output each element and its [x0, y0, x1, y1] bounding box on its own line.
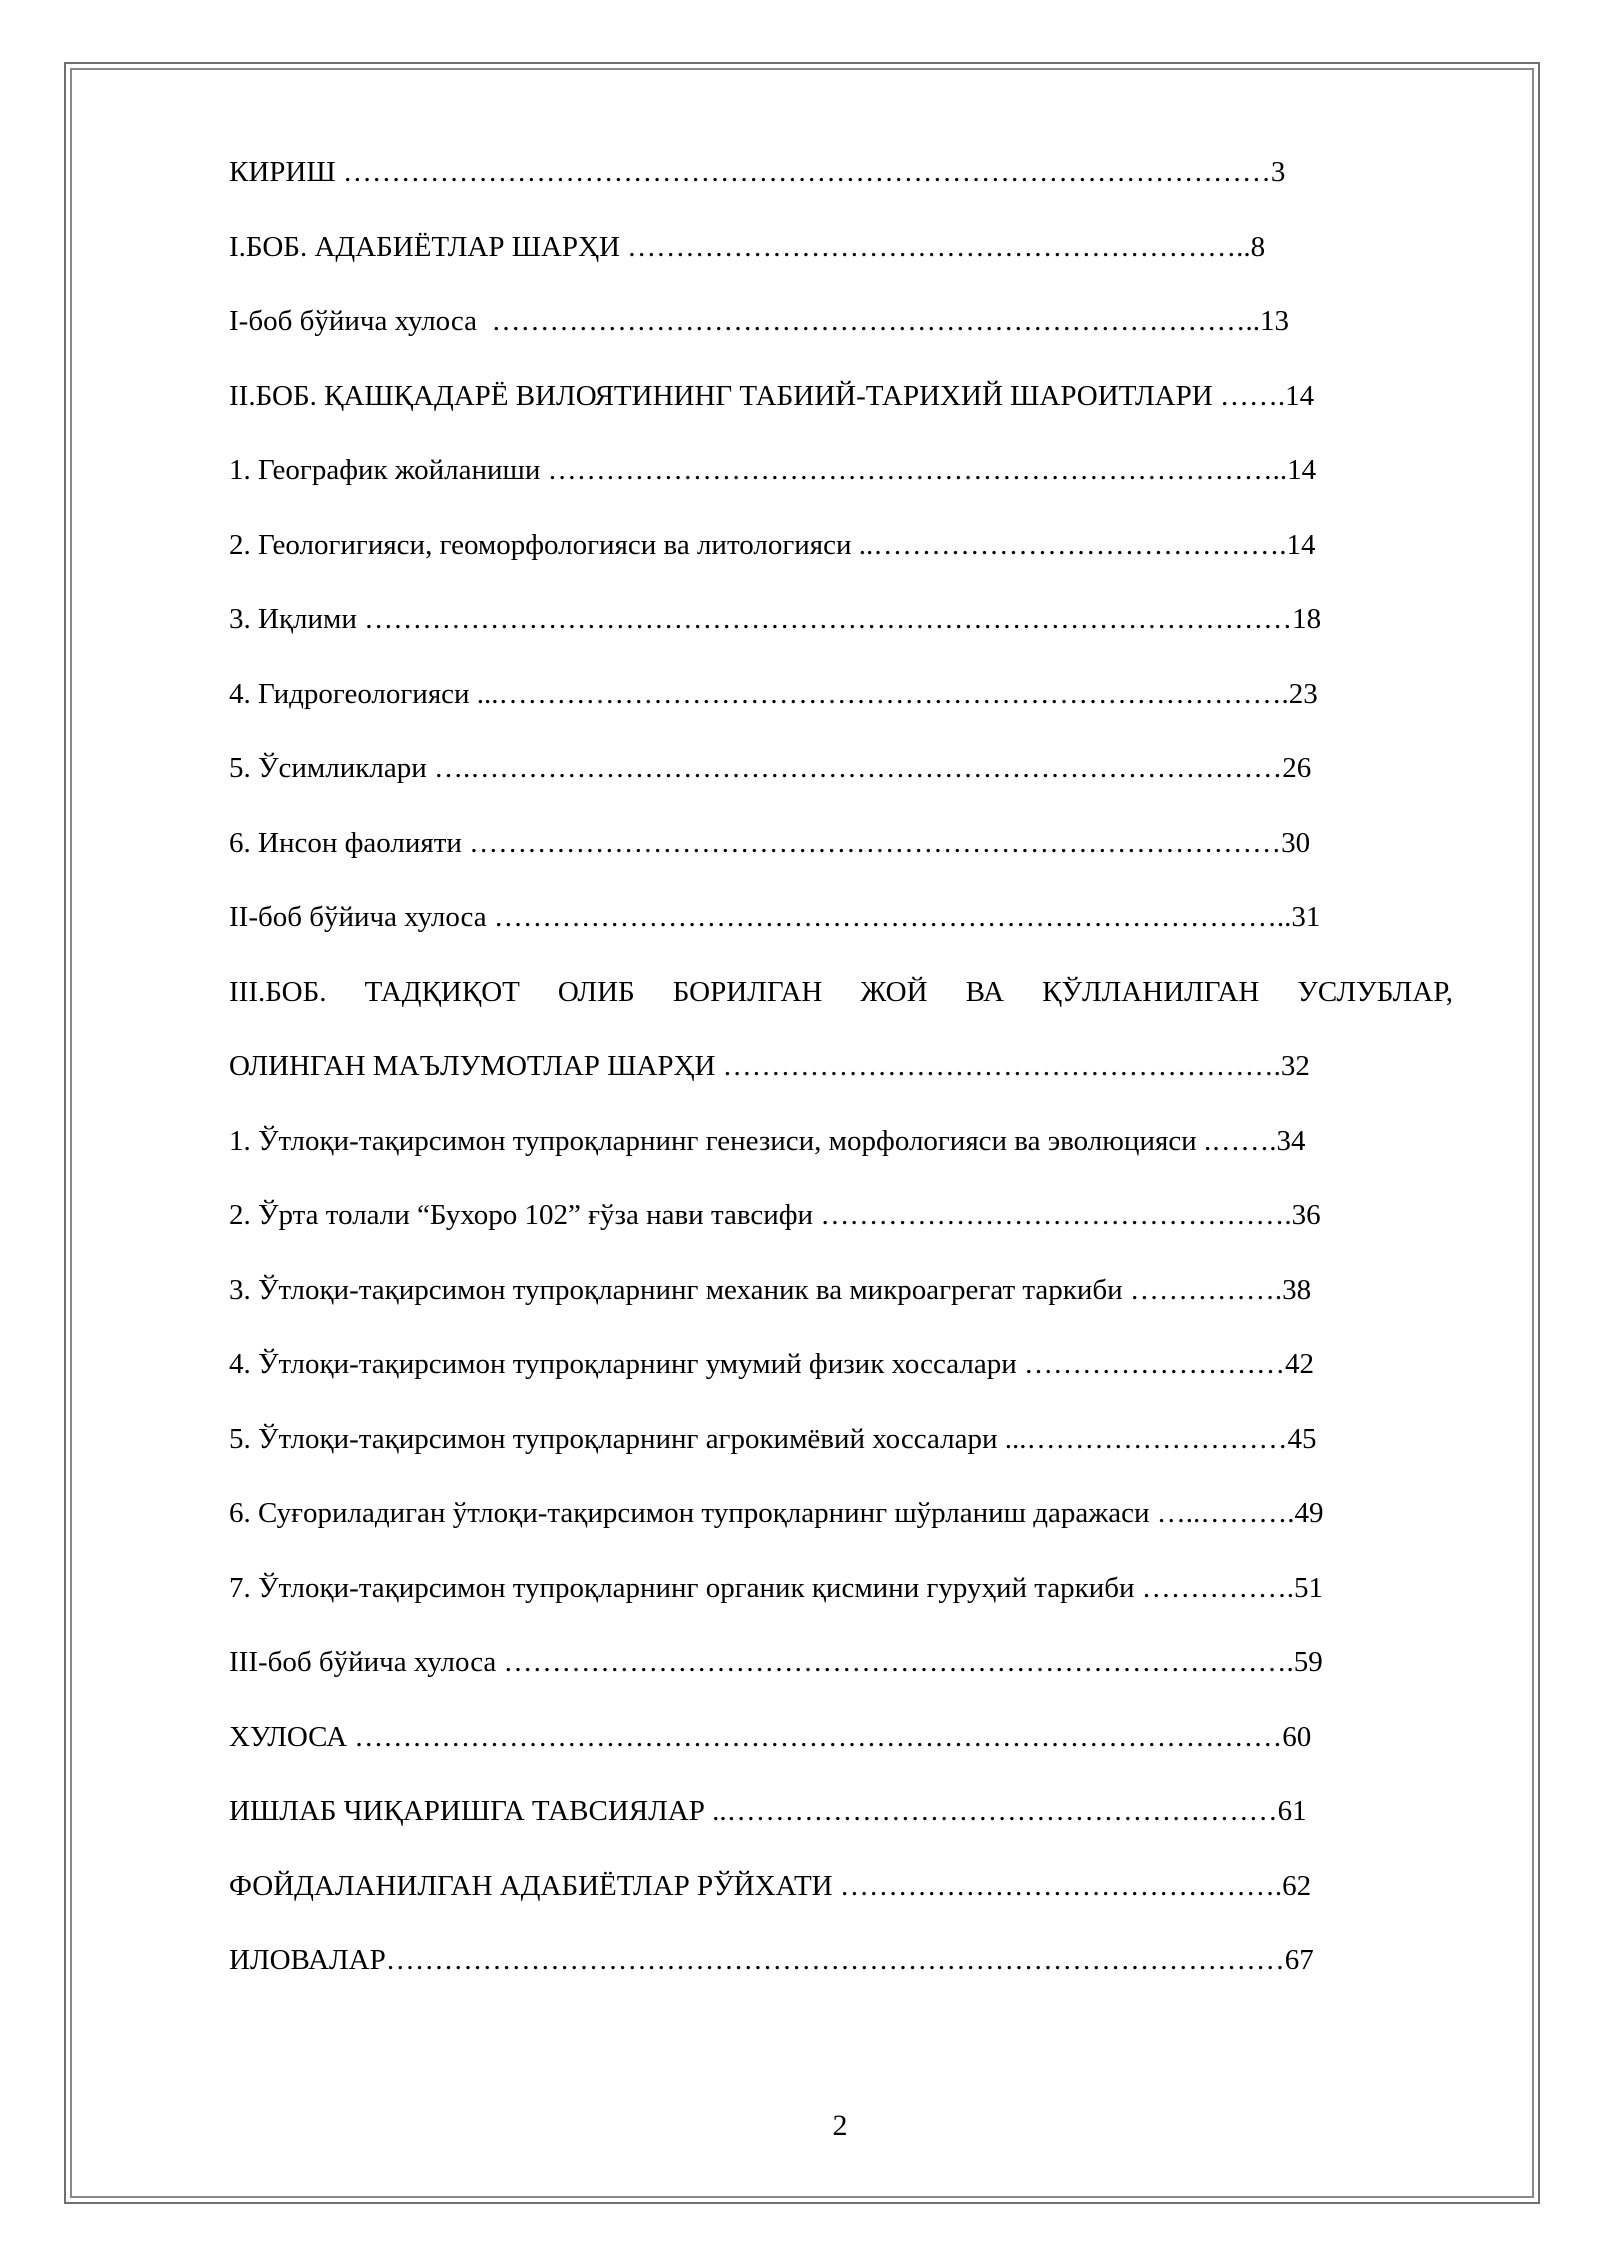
toc-entry-3-5: 5. Ўтлоқи-тақирсимон тупроқларнинг агрокимёвий хоссалари ...………………………45 [229, 1423, 1317, 1455]
toc-entry-2-2: 2. Геологигияси, геоморфологияси ва литологияси ..…………………………………….14 [229, 529, 1316, 561]
toc-entry-3-2: 2. Ўрта толали “Бухоро 102” ғўза нави тавсифи ………………………………………….36 [229, 1199, 1321, 1231]
toc-entry-2-5: 5. Ўсимликлари ….…………………………………………………………………………26 [229, 752, 1312, 784]
toc-entry-chapter-2-conclusion: II-боб бўйича хулоса ………………………………………………………………………..31 [229, 901, 1321, 933]
toc-entry-2-4: 4. Гидрогеологияси ...……………………………………………………………………….23 [229, 678, 1318, 710]
toc-entry-conclusion: ХУЛОСА ……………………………………………………………………………………60 [229, 1721, 1312, 1753]
toc-entry-chapter-3: III.БОБ. ТАДҚИҚОТ ОЛИБ БОРИЛГАН ЖОЙ ВА ҚЎЛЛАНИЛГАН УСЛУБЛАР, [229, 976, 1453, 1008]
toc-entry-chapter-2: II.БОБ. ҚАШҚАДАРЁ ВИЛОЯТИНИНГ ТАБИИЙ-ТАРИХИЙ ШАРОИТЛАРИ …….14 [229, 380, 1315, 412]
toc-entry-3-4: 4. Ўтлоқи-тақирсимон тупроқларнинг умумий физик хоссалари ………………………42 [229, 1348, 1314, 1380]
toc-entry-2-3: 3. Иқлими ……………………………………………………………………………………18 [229, 603, 1322, 635]
toc-entry-3-1: 1. Ўтлоқи-тақирсимон тупроқларнинг генезиси, морфологияси ва эволюцияси .…….34 [229, 1125, 1306, 1157]
page-number: 2 [832, 2109, 848, 2142]
toc-entry-chapter-3-conclusion: III-боб бўйича хулоса ……………………………………………………………………….59 [229, 1646, 1323, 1678]
toc-entry-2-1: 1. Географик жойланиши …………………………………………………………………..14 [229, 454, 1317, 486]
toc-entry-chapter-1: I.БОБ. АДАБИЁТЛАР ШАРҲИ ………………………………………………………..8 [229, 231, 1266, 263]
toc-entry-intro: КИРИШ ……………………………………………………………………………………3 [229, 156, 1286, 188]
toc-entry-recommendations: ИШЛАБ ЧИҚАРИШГА ТАВСИЯЛАР ..…………………………………………………61 [229, 1795, 1307, 1827]
toc-entry-chapter-3-cont: ОЛИНГАН МАЪЛУМОТЛАР ШАРҲИ ………………………………………………….32 [229, 1050, 1310, 1082]
toc-entry-appendices: ИЛОВАЛАР…………………………………………………………………………………67 [229, 1944, 1314, 1976]
toc-entry-chapter-1-conclusion: I-боб бўйича хулоса ……………………………………………………………………..13 [229, 305, 1289, 337]
toc-entry-3-6: 6. Суғориладиган ўтлоқи-тақирсимон тупроқларнинг шўрланиш даражаси …..……….49 [229, 1497, 1324, 1529]
toc-entry-2-6: 6. Инсон фаолияти …………………………………………………………………………30 [229, 827, 1311, 859]
toc-entry-3-7: 7. Ўтлоқи-тақирсимон тупроқларнинг органик қисмини гуруҳий таркиби …………….51 [229, 1572, 1324, 1604]
toc-entry-3-3: 3. Ўтлоқи-тақирсимон тупроқларнинг механик ва микроагрегат таркиби …………….38 [229, 1274, 1312, 1306]
toc-entry-references: ФОЙДАЛАНИЛГАН АДАБИЁТЛАР РЎЙХАТИ ……………………………………….62 [229, 1870, 1312, 1902]
